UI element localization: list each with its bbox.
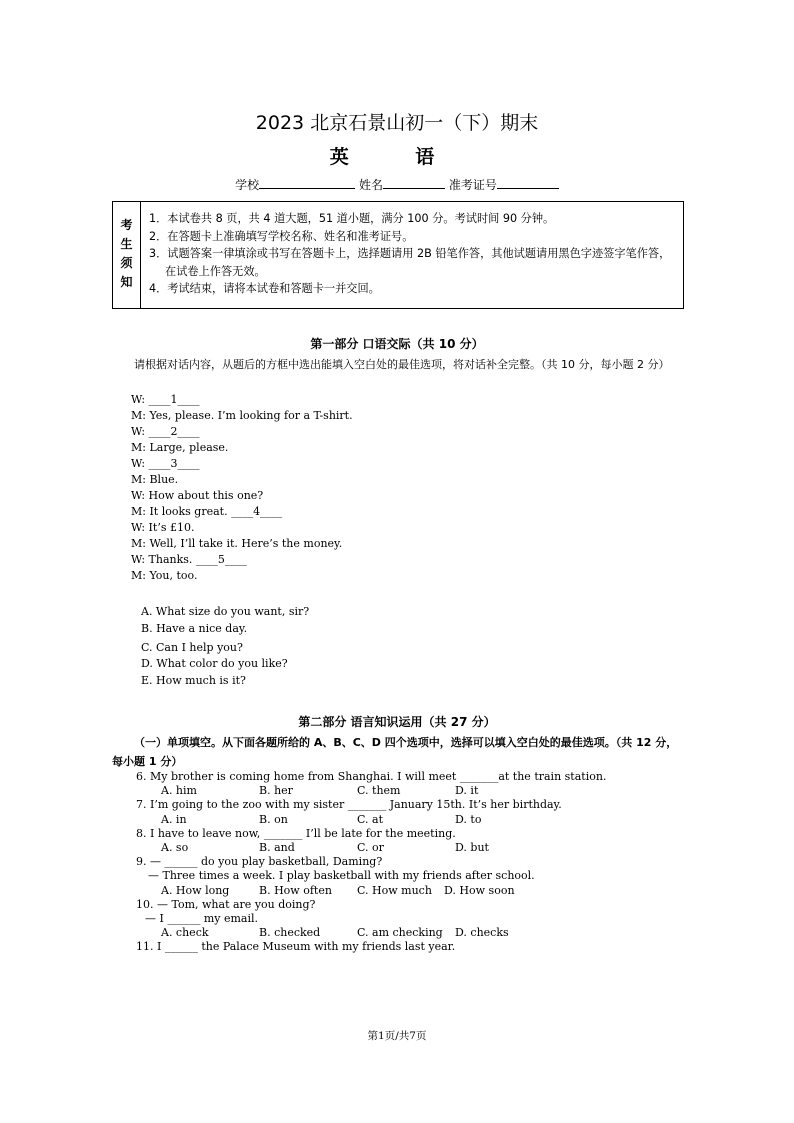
question-choices [136,884,606,898]
choice[interactable]: B. her [259,784,293,798]
question-stem: 8. I have to leave now, _______ I’ll be late for the meeting. [136,826,456,840]
choice[interactable]: D. but [455,840,489,854]
dialogue-line: M: It looks great. ____4____ [131,505,283,518]
choice[interactable]: A. so [161,840,189,854]
question-stem: 11. I ______ the Palace Museum with my friends last year. [136,940,456,954]
notice-label: 考 生 须 知 [113,202,141,308]
question-choices [136,784,606,798]
option-e: E. How much is it? [141,674,246,687]
choice[interactable]: C. or [357,840,384,854]
choice[interactable]: B. checked [259,926,321,940]
choice[interactable]: D. to [455,812,482,826]
question-stem-cont: — Three times a week. I play basketball with my friends after school. [148,869,535,883]
choice[interactable]: D. it [455,784,479,798]
question-stem: 7. I’m going to the zoo with my sister _______ January 15th. It’s her birthday. [136,798,562,812]
choice[interactable]: D. How soon [444,883,515,897]
exam-id-blank[interactable] [497,176,559,189]
dialogue-line: M: Yes, please. I’m looking for a T-shirt. [131,409,353,422]
notice-item: 4．考试结束，请将本试卷和答题卡一并交回。 [149,282,380,295]
dialogue-line: M: Blue. [131,473,179,486]
part1-heading: 第一部分 口语交际（共 10 分） [310,337,484,351]
choice[interactable]: A. How long [161,883,230,897]
choice[interactable]: B. and [259,840,295,854]
question-choices [136,926,606,940]
choice[interactable]: B. on [259,812,288,826]
dialogue-line: W: It’s £10. [131,521,195,534]
question-choices [136,813,606,827]
dialogue-line: W: ____2____ [131,425,200,438]
question-list [136,770,606,954]
part1-instruction: 请根据对话内容，从题后的方框中选出能填入空白处的最佳选项，将对话补全完整。（共 10 分，每小题 2 分） [134,358,670,371]
question-stem: 6. My brother is coming home from Shanghai. I will meet _______at the train station. [136,770,607,783]
option-c: C. Can I help you? [141,641,243,654]
option-d: D. What color do you like? [141,657,288,670]
school-blank[interactable] [259,176,355,189]
choice[interactable]: A. in [161,812,187,826]
choice[interactable]: A. him [161,784,197,798]
question-stem-cont: — I ______ my email. [145,911,259,925]
notice-items [149,210,677,298]
dialogue-line: M: Well, I’ll take it. Here’s the money. [131,537,343,550]
name-blank[interactable] [383,176,445,189]
dialogue-line: W: ____1____ [131,393,200,406]
page-footer: 第1页/共7页 [367,1030,427,1042]
question-stem: 9. — ______ do you play basketball, Daming? [136,855,383,869]
option-b: B. Have a nice day. [141,622,248,635]
dialogue-line: M: You, too. [131,569,198,582]
choice[interactable]: C. them [357,784,401,798]
name-label: 姓名 [358,178,383,192]
school-label: 学校 [235,178,260,192]
dialogue-line: W: ____3____ [131,457,200,470]
option-a: A. What size do you want, sir? [141,605,310,618]
question-stem: 10. — Tom, what are you doing? [136,897,316,911]
dialogue-line: W: Thanks. ____5____ [131,553,247,566]
part2-heading: 第二部分 语言知识运用（共 27 分） [298,715,496,729]
exam-title: 2023 北京石景山初一（下）期末 [255,112,539,134]
notice-item: 1．本试卷共 8 页，共 4 道大题，51 道小题，满分 100 分。考试时间 90 分钟。 [149,212,555,225]
question-choices [136,841,606,855]
notice-item: 2．在答题卡上准确填写学校名称、姓名和准考证号。 [149,229,414,243]
choice[interactable]: D. checks [455,926,509,940]
part2-instruction: （一）单项填空。从下面各题所给的 A、B、C、D 四个选项中，选择可以填入空白处的最佳选项。（共 12 分，每小题 1 分） [112,736,678,768]
choice[interactable]: B. How often [259,883,332,897]
dialogue-line: M: Large, please. [131,441,229,454]
exam-notice-box [112,201,684,309]
student-info-line [0,176,794,193]
exam-id-label: 准考证号 [448,178,497,192]
dialogue-line: W: How about this one? [131,489,264,502]
choice[interactable]: C. at [357,812,383,826]
choice[interactable]: C. am checking [357,926,443,940]
notice-item: 3．试题答案一律填涂或书写在答题卡上，选择题请用 2B 铅笔作答，其他试题请用黑色字迹签字笔作答，在试卷上作答无效。 [149,247,671,278]
dialogue [131,392,353,584]
subject-title: 英 语 [329,146,465,168]
choice[interactable]: A. check [161,926,209,940]
choice[interactable]: C. How much [357,883,432,897]
